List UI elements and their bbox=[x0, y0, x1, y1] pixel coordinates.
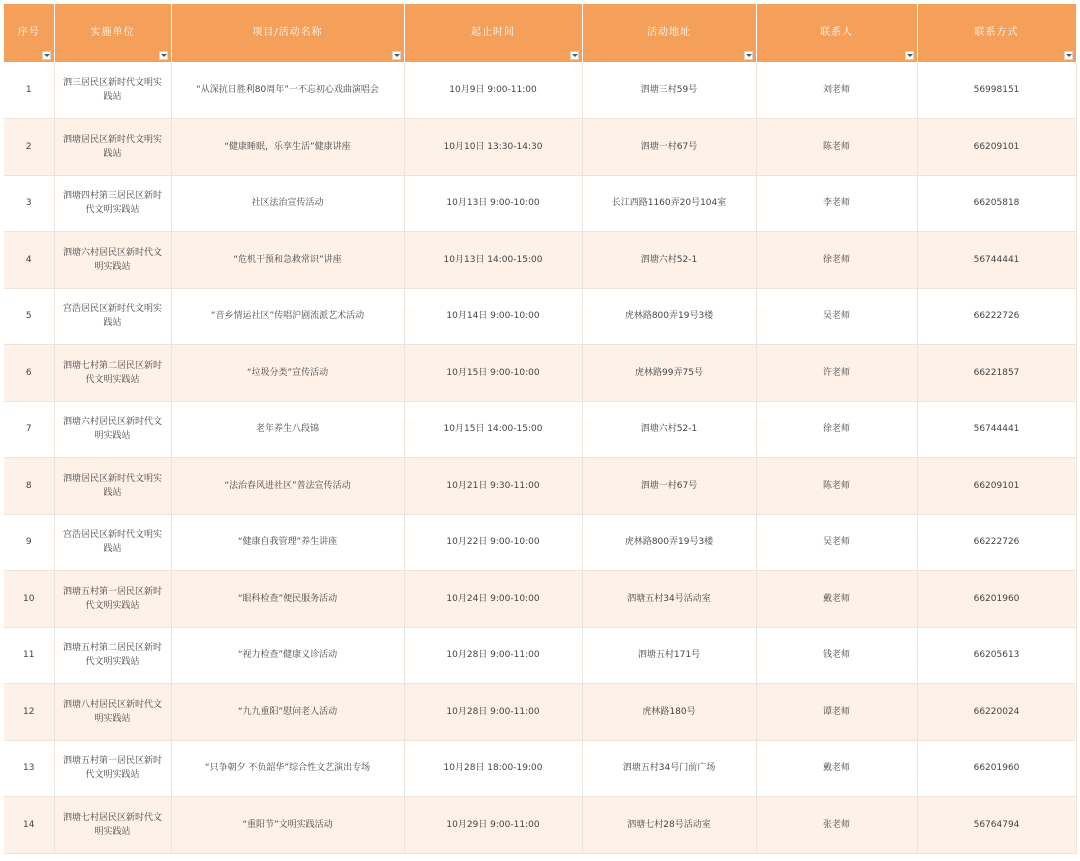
cell-address: 泗塘六村52-1 bbox=[582, 232, 756, 289]
cell-unit: 泗塘四村第三居民区新时代文明实践站 bbox=[54, 175, 171, 232]
cell-time: 10月9日 9:00-11:00 bbox=[404, 62, 582, 119]
cell-phone: 66209101 bbox=[917, 458, 1076, 515]
cell-address: 泗塘五村34号活动室 bbox=[582, 571, 756, 628]
table-row bbox=[4, 740, 1076, 797]
cell-no: 3 bbox=[4, 175, 54, 232]
table-row bbox=[4, 797, 1076, 854]
cell-address: 长江西路1160弄20号104室 bbox=[582, 175, 756, 232]
header-contact: 联系人 bbox=[756, 4, 917, 62]
cell-contact: 张老师 bbox=[756, 797, 917, 854]
cell-phone: 66222726 bbox=[917, 514, 1076, 571]
cell-address: 虎林路180号 bbox=[582, 684, 756, 741]
cell-time: 10月28日 9:00-11:00 bbox=[404, 627, 582, 684]
header-address: 活动地址 bbox=[582, 4, 756, 62]
cell-activity-name: “眼科检查”便民服务活动 bbox=[171, 571, 404, 628]
filter-dropdown-icon[interactable] bbox=[42, 51, 51, 60]
cell-contact: 戴老师 bbox=[756, 571, 917, 628]
cell-activity-name: “法治春风进社区”普法宣传活动 bbox=[171, 458, 404, 515]
cell-activity-name: “九九重阳”慰问老人活动 bbox=[171, 684, 404, 741]
cell-address: 泗塘一村67号 bbox=[582, 119, 756, 176]
cell-unit: 泗塘居民区新时代文明实践站 bbox=[54, 458, 171, 515]
cell-unit: 泗塘七村第二居民区新时代文明实践站 bbox=[54, 345, 171, 402]
filter-dropdown-icon[interactable] bbox=[1064, 51, 1073, 60]
cell-unit: 泗塘居民区新时代文明实践站 bbox=[54, 119, 171, 176]
cell-no: 12 bbox=[4, 684, 54, 741]
filter-dropdown-icon[interactable] bbox=[570, 51, 579, 60]
cell-no: 2 bbox=[4, 119, 54, 176]
cell-unit: 泗塘八村居民区新时代文明实践站 bbox=[54, 684, 171, 741]
cell-no: 9 bbox=[4, 514, 54, 571]
cell-time: 10月10日 13:30-14:30 bbox=[404, 119, 582, 176]
cell-activity-name: “重阳节”文明实践活动 bbox=[171, 797, 404, 854]
cell-address: 泗塘三村59号 bbox=[582, 62, 756, 119]
cell-phone: 66222726 bbox=[917, 288, 1076, 345]
cell-activity-name: “从深抗日胜利80周年”一不忘初心戏曲演唱会 bbox=[171, 62, 404, 119]
cell-contact: 许老师 bbox=[756, 345, 917, 402]
cell-address: 泗塘六村52-1 bbox=[582, 401, 756, 458]
cell-unit: 泗塘六村居民区新时代文明实践站 bbox=[54, 401, 171, 458]
cell-activity-name: “健康睡眠，乐享生活”健康讲座 bbox=[171, 119, 404, 176]
table-row bbox=[4, 345, 1076, 402]
cell-contact: 吴老师 bbox=[756, 514, 917, 571]
cell-time: 10月14日 9:00-10:00 bbox=[404, 288, 582, 345]
cell-time: 10月24日 9:00-10:00 bbox=[404, 571, 582, 628]
cell-time: 10月29日 9:00-11:00 bbox=[404, 797, 582, 854]
cell-activity-name: 社区法治宣传活动 bbox=[171, 175, 404, 232]
cell-unit: 泗塘五村第一居民区新时代文明实践站 bbox=[54, 740, 171, 797]
cell-contact: 刘老师 bbox=[756, 62, 917, 119]
cell-no: 13 bbox=[4, 740, 54, 797]
cell-activity-name: 老年养生八段锦 bbox=[171, 401, 404, 458]
activity-table bbox=[4, 4, 1077, 854]
filter-dropdown-icon[interactable] bbox=[159, 51, 168, 60]
cell-phone: 66205818 bbox=[917, 175, 1076, 232]
cell-phone: 66220024 bbox=[917, 684, 1076, 741]
cell-unit: 泗三居民区新时代文明实践站 bbox=[54, 62, 171, 119]
filter-dropdown-icon[interactable] bbox=[744, 51, 753, 60]
cell-contact: 谭老师 bbox=[756, 684, 917, 741]
cell-unit: 宫浩居民区新时代文明实践站 bbox=[54, 514, 171, 571]
cell-no: 5 bbox=[4, 288, 54, 345]
cell-no: 7 bbox=[4, 401, 54, 458]
cell-contact: 李老师 bbox=[756, 175, 917, 232]
header-unit: 实施单位 bbox=[54, 4, 171, 62]
cell-activity-name: “音乡情运社区”传唱沪剧流派艺术活动 bbox=[171, 288, 404, 345]
cell-no: 10 bbox=[4, 571, 54, 628]
cell-phone: 66201960 bbox=[917, 571, 1076, 628]
cell-unit: 泗塘六村居民区新时代文明实践站 bbox=[54, 232, 171, 289]
cell-time: 10月13日 9:00-10:00 bbox=[404, 175, 582, 232]
cell-contact: 陈老师 bbox=[756, 119, 917, 176]
cell-time: 10月15日 14:00-15:00 bbox=[404, 401, 582, 458]
header-time: 起止时间 bbox=[404, 4, 582, 62]
table-row bbox=[4, 627, 1076, 684]
cell-contact: 徐老师 bbox=[756, 401, 917, 458]
cell-contact: 陈老师 bbox=[756, 458, 917, 515]
cell-activity-name: “只争朝夕 不负韶华”综合性文艺演出专场 bbox=[171, 740, 404, 797]
table-row bbox=[4, 401, 1076, 458]
cell-contact: 钱老师 bbox=[756, 627, 917, 684]
activity-table-container bbox=[4, 4, 1080, 854]
cell-address: 虎林路800弄19号3楼 bbox=[582, 288, 756, 345]
cell-time: 10月21日 9:30-11:00 bbox=[404, 458, 582, 515]
cell-phone: 56744441 bbox=[917, 401, 1076, 458]
cell-phone: 66205613 bbox=[917, 627, 1076, 684]
cell-address: 泗塘七村28号活动室 bbox=[582, 797, 756, 854]
cell-unit: 泗塘五村第一居民区新时代文明实践站 bbox=[54, 571, 171, 628]
cell-address: 虎林路800弄19号3楼 bbox=[582, 514, 756, 571]
cell-phone: 66201960 bbox=[917, 740, 1076, 797]
cell-activity-name: “健康自我管理”养生讲座 bbox=[171, 514, 404, 571]
cell-time: 10月28日 18:00-19:00 bbox=[404, 740, 582, 797]
table-row bbox=[4, 684, 1076, 741]
cell-no: 14 bbox=[4, 797, 54, 854]
table-row bbox=[4, 62, 1076, 119]
table-row bbox=[4, 458, 1076, 515]
cell-time: 10月15日 9:00-10:00 bbox=[404, 345, 582, 402]
table-row bbox=[4, 232, 1076, 289]
cell-phone: 56998151 bbox=[917, 62, 1076, 119]
cell-no: 4 bbox=[4, 232, 54, 289]
cell-time: 10月22日 9:00-10:00 bbox=[404, 514, 582, 571]
header-no: 序号 bbox=[4, 4, 54, 62]
cell-address: 泗塘一村67号 bbox=[582, 458, 756, 515]
filter-dropdown-icon[interactable] bbox=[905, 51, 914, 60]
cell-time: 10月13日 14:00-15:00 bbox=[404, 232, 582, 289]
table-body bbox=[4, 62, 1076, 853]
cell-activity-name: “危机干预和急救常识”讲座 bbox=[171, 232, 404, 289]
cell-activity-name: “垃圾分类”宣传活动 bbox=[171, 345, 404, 402]
cell-activity-name: “视力检查”健康义诊活动 bbox=[171, 627, 404, 684]
cell-phone: 56744441 bbox=[917, 232, 1076, 289]
table-row bbox=[4, 175, 1076, 232]
table-row bbox=[4, 514, 1076, 571]
cell-time: 10月28日 9:00-11:00 bbox=[404, 684, 582, 741]
cell-unit: 宫浩居民区新时代文明实践站 bbox=[54, 288, 171, 345]
cell-address: 虎林路99弄75号 bbox=[582, 345, 756, 402]
table-row bbox=[4, 571, 1076, 628]
cell-unit: 泗塘七村居民区新时代文明实践站 bbox=[54, 797, 171, 854]
cell-contact: 徐老师 bbox=[756, 232, 917, 289]
cell-no: 6 bbox=[4, 345, 54, 402]
table-header-row bbox=[4, 4, 1076, 62]
cell-phone: 56764794 bbox=[917, 797, 1076, 854]
cell-phone: 66221857 bbox=[917, 345, 1076, 402]
filter-dropdown-icon[interactable] bbox=[392, 51, 401, 60]
cell-no: 1 bbox=[4, 62, 54, 119]
cell-contact: 戴老师 bbox=[756, 740, 917, 797]
cell-unit: 泗塘五村第二居民区新时代文明实践站 bbox=[54, 627, 171, 684]
header-phone: 联系方式 bbox=[917, 4, 1076, 62]
cell-no: 11 bbox=[4, 627, 54, 684]
cell-contact: 吴老师 bbox=[756, 288, 917, 345]
table-row bbox=[4, 119, 1076, 176]
header-name: 项目/活动名称 bbox=[171, 4, 404, 62]
cell-address: 泗塘五村34号门前广场 bbox=[582, 740, 756, 797]
cell-address: 泗塘五村171号 bbox=[582, 627, 756, 684]
cell-phone: 66209101 bbox=[917, 119, 1076, 176]
cell-no: 8 bbox=[4, 458, 54, 515]
table-row bbox=[4, 288, 1076, 345]
